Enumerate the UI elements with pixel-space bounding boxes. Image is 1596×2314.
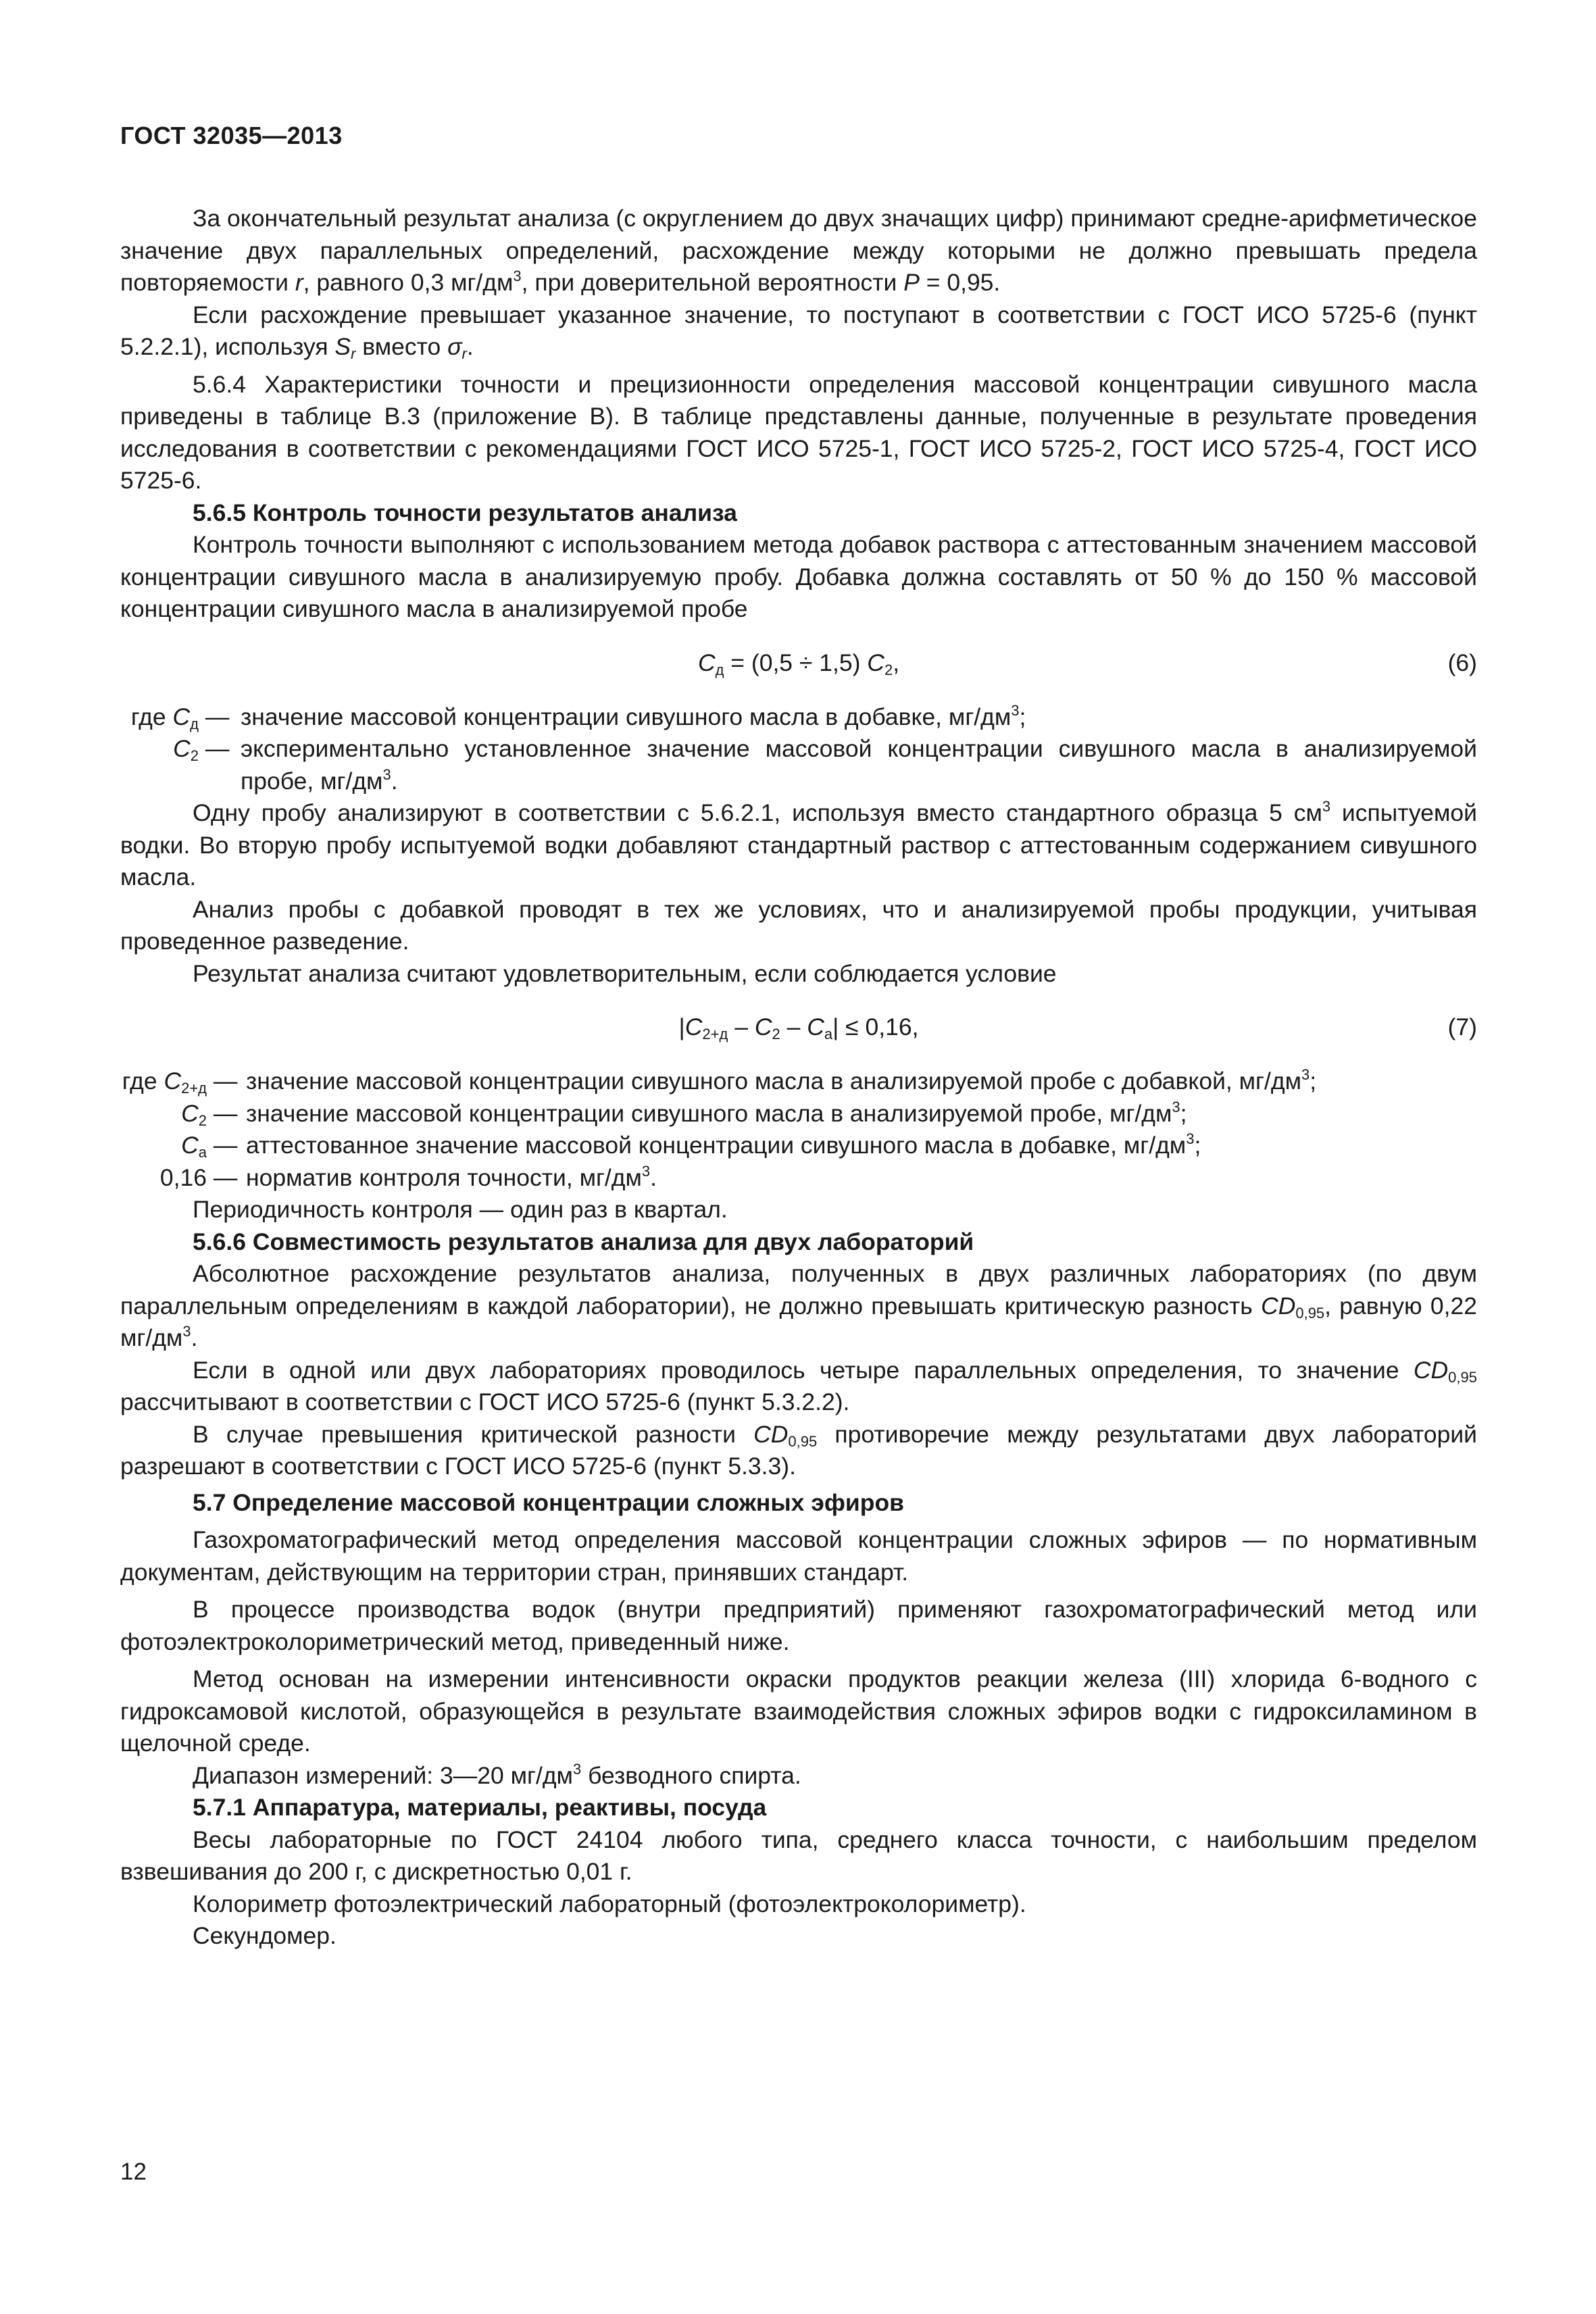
paragraph-method-basis: Метод основан на измерении интенсивности окраски продуктов реакции железа (III) хлорида 6-водного с гидроксамовой кислотой, образующейся в результате взаимодействия сложных эфиров водки с гидроксиламином в щелочной среде. xyxy=(120,1665,1477,1757)
paragraph-5-6-4: 5.6.4 Характеристики точности и прецизионности определения массовой концентрации сивушного масла приведены в таблице В.3 (приложение В). В таблице представлены данные, полученные в результате проведения исследования в соответствии с рекомендациями ГОСТ ИСО 5725-1, ГОСТ ИСО 5725-2, ГОСТ ИСО 5725-4, ГОСТ ИСО 5725-6. xyxy=(120,370,1477,494)
page-number: 12 xyxy=(120,2159,147,2185)
paragraph-four-determinations: Если в одной или двух лабораториях проводилось четыре параллельных определения, то значение $CD_{0,95}$ рассчитывают в соответствии с ГОСТ ИСО 5725-6 (пункт 5.3.2.2). xyxy=(120,1356,1477,1415)
paragraph-analysis-additive: Анализ пробы с добавкой проводят в тех же условиях, что и анализируемой пробы продукции, учитывая проведенное разведение. xyxy=(120,895,1477,955)
paragraph-result-condition: Результат анализа считают удовлетворительным, если соблюдается условие xyxy=(193,959,1057,987)
formula-7-number: (7) xyxy=(1447,1013,1477,1040)
formula-7-expression: $|C_{2+д} - C_2 - C_а| \le 0,16$, xyxy=(678,1013,919,1042)
formula-6 xyxy=(120,626,1477,701)
paragraph-colorimeter: Колориметр фотоэлектрический лабораторный (фотоэлектроколориметр). xyxy=(193,1890,1026,1917)
section-heading-5-7-1: 5.7.1 Аппаратура, материалы, реактивы, посуда xyxy=(193,1794,767,1821)
paragraph-abs-discrepancy: Абсолютное расхождение результатов анализа, полученных в двух различных лабораториях (по двум параллельным определениям в каждой лаборатории), не должно превышать критическую разность $CD_{0,95}$, равную 0,22 $мг/дм^3$. xyxy=(120,1260,1477,1351)
paragraph-production-methods: В процессе производства водок (внутри предприятий) применяют газохроматографический метод или фотоэлектроколориметрический метод, приведенный ниже. xyxy=(120,1596,1477,1655)
paragraph-gas-chromatography: Газохроматографический метод определения массовой концентрации сложных эфиров — по нормативным документам, действующим на территории стран, принявших стандарт. xyxy=(120,1526,1477,1586)
definition-row: где $C_д$ — значение массовой концентрации сивушного масла в добавке, $мг/дм^3$; xyxy=(130,701,1026,732)
paragraph-measurement-range: Диапазон измерений: 3—20 $мг/дм^3$ безводного спирта. xyxy=(193,1760,801,1789)
definition-row: $C_2$ — значение массовой концентрации сивушного масла в анализируемой пробе, $мг/дм^3$; xyxy=(181,1098,1187,1129)
paragraph-periodicity: Периодичность контроля — один раз в квартал. xyxy=(193,1196,728,1223)
formula-7-definitions xyxy=(120,1065,1477,1194)
section-heading-5-6-6: 5.6.6 Совместимость результатов анализа для двух лабораторий xyxy=(193,1228,974,1255)
paragraph-final-result: За окончательный результат анализа (с округлением до двух значащих цифр) принимают средне-арифметическое значение двух параллельных определений, расхождение между которыми не должно превышать предела повторяемости r, равного 0,3 $мг/дм^3$, при доверительной вероятности P = 0,95. xyxy=(120,205,1478,296)
paragraph-critical-difference: В случае превышения критической разности $CD_{0,95}$ противоречие между результатами двух лабораторий разрешают в соответствии с ГОСТ ИСО 5725-6 (пункт 5.3.3). xyxy=(120,1420,1477,1480)
definition-row: 0,16 — норматив контроля точности, $мг/дм^3$. xyxy=(159,1162,657,1191)
formula-6-number: (6) xyxy=(1447,649,1477,676)
definition-row: $C_2$ — экспериментально установленное значение массовой концентрации сивушного масла в анализируемой пробе, $мг/дм^3$. xyxy=(173,735,1477,795)
paragraph-scales: Весы лабораторные по ГОСТ 24104 любого типа, среднего класса точности, с наибольшим пределом взвешивания до 200 г, с дискретностью 0,01 г. xyxy=(120,1826,1477,1885)
definition-row: $C_а$ — аттестованное значение массовой концентрации сивушного масла в добавке, $мг/дм^3$; xyxy=(181,1130,1201,1161)
formula-6-expression: $C_д = (0,5 \div 1,5)$ $C_2$, xyxy=(697,649,900,678)
paragraph-one-sample: Одну пробу анализируют в соответствии с 5.6.2.1, используя вместо стандартного образца 5 $см^3$ испытуемой водки. Во вторую пробу испытуемой водки добавляют стандартный раствор с аттестованным содержанием сивушного масла. xyxy=(120,798,1477,890)
paragraph-accuracy-control: Контроль точности выполняют с использованием метода добавок раствора с аттестованным значением массовой концентрации сивушного масла в анализируемую пробу. Добавка должна составлять от 50 % до 150 % массовой концентрации сивушного масла в анализируемой пробе xyxy=(120,531,1477,622)
document-header: ГОСТ 32035—2013 xyxy=(120,122,343,149)
document-body xyxy=(120,203,1477,1953)
paragraph-discrepancy: Если расхождение превышает указанное значение, то поступают в соответствии с ГОСТ ИСО 5725-6 (пункт 5.2.2.1), используя $S_r$ вместо $\sigma_r$. xyxy=(120,301,1477,362)
formula-6-definitions xyxy=(120,701,1477,798)
formula-7 xyxy=(120,990,1477,1065)
section-heading-5-7: 5.7 Определение массовой концентрации сложных эфиров xyxy=(193,1488,904,1516)
section-heading-5-6-5: 5.6.5 Контроль точности результатов анализа xyxy=(193,499,737,526)
definition-row: где $C_{2+д}$ — значение массовой концентрации сивушного масла в анализируемой пробе с добавкой, $мг/дм^3$; xyxy=(122,1066,1317,1097)
paragraph-stopwatch: Секундомер. xyxy=(193,1922,336,1949)
